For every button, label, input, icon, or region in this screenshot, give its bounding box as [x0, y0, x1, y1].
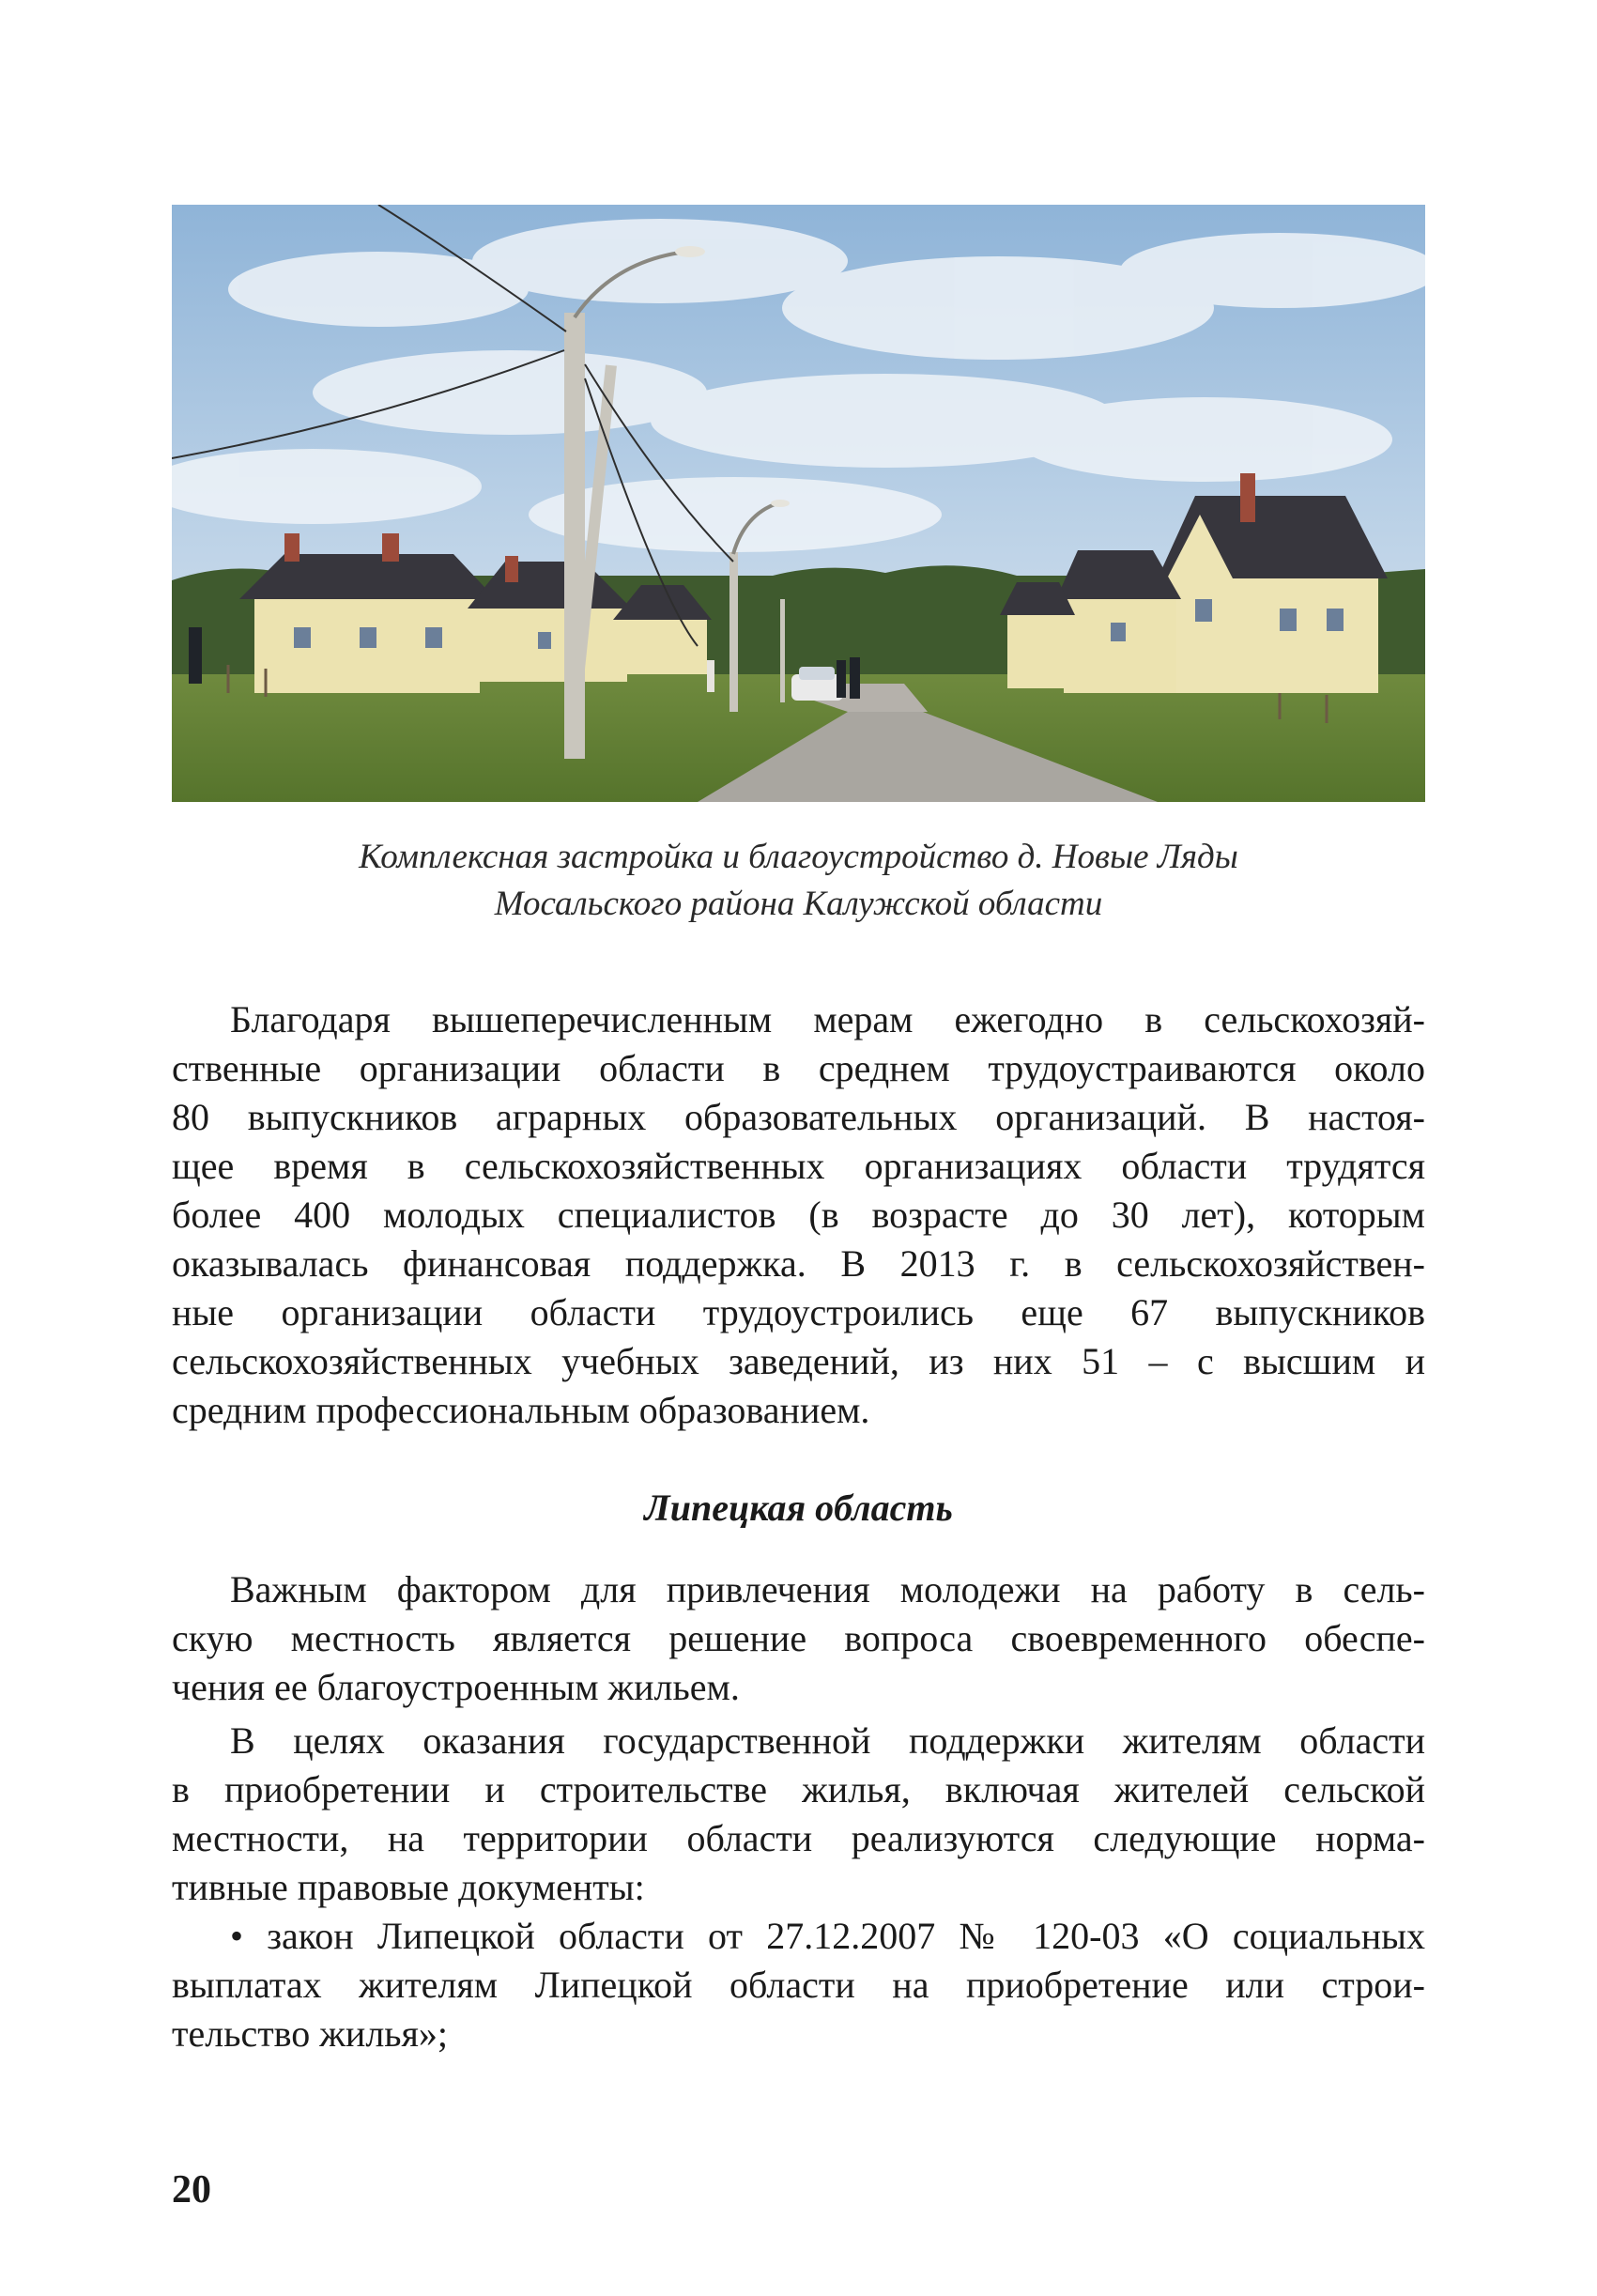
paragraph-line: местности, на территории области реализуются следующие норма-: [172, 1817, 1425, 1859]
village-houses-photo: [172, 205, 1425, 802]
photo-caption: [172, 834, 1425, 928]
paragraph-line: В целях оказания государственной поддержки жителям области: [230, 1719, 1425, 1762]
paragraph-1: [172, 995, 1425, 1435]
paragraph-line: выплатах жителям Липецкой области на приобретение или строи-: [172, 1964, 1425, 2006]
paragraph-line: сельскохозяйственных учебных заведений, из них 51 – с высшим и: [172, 1340, 1425, 1382]
paragraph-line: Важным фактором для привлечения молодежи на работу в сель-: [230, 1568, 1425, 1610]
paragraph-line: тивные правовые документы:: [172, 1866, 645, 1908]
page-number: 20: [172, 2168, 211, 2211]
paragraph-line: щее время в сельскохозяйственных организациях области трудятся: [172, 1145, 1425, 1187]
section-heading: Липецкая область: [644, 1487, 953, 1529]
paragraph-line: средним профессиональным образованием.: [172, 1389, 870, 1431]
paragraph-line: 80 выпускников аграрных образовательных организаций. В настоя-: [172, 1096, 1425, 1138]
paragraph-line: тельство жилья»;: [172, 2012, 449, 2055]
paragraph-line: чения ее благоустроенным жильем.: [172, 1666, 740, 1708]
paragraph-line: оказывалась финансовая поддержка. В 2013 г. в сельскохозяйствен-: [172, 1242, 1425, 1285]
paragraph-2: [172, 1565, 1425, 1712]
paragraph-4-list-item: [172, 1912, 1425, 2058]
paragraph-line: скую местность является решение вопроса своевременного обеспе-: [172, 1617, 1425, 1659]
paragraph-3: [172, 1717, 1425, 1912]
paragraph-line: более 400 молодых специалистов (в возрасте до 30 лет), которым: [172, 1194, 1425, 1236]
caption-line-1: Комплексная застройка и благоустройство д. Новые Ляды: [359, 838, 1238, 876]
paragraph-line: в приобретении и строительстве жилья, включая жителей сельской: [172, 1768, 1425, 1811]
caption-line-2: Мосальского района Калужской области: [494, 885, 1103, 923]
paragraph-line: • закон Липецкой области от 27.12.2007 № 120-03 «О социальных: [230, 1915, 1425, 1957]
paragraph-line: Благодаря вышеперечисленным мерам ежегодно в сельскохозяй-: [230, 998, 1425, 1040]
paragraph-line: ственные организации области в среднем трудоустраиваются около: [172, 1047, 1425, 1089]
paragraph-line: ные организации области трудоустроились еще 67 выпускников: [172, 1291, 1425, 1333]
